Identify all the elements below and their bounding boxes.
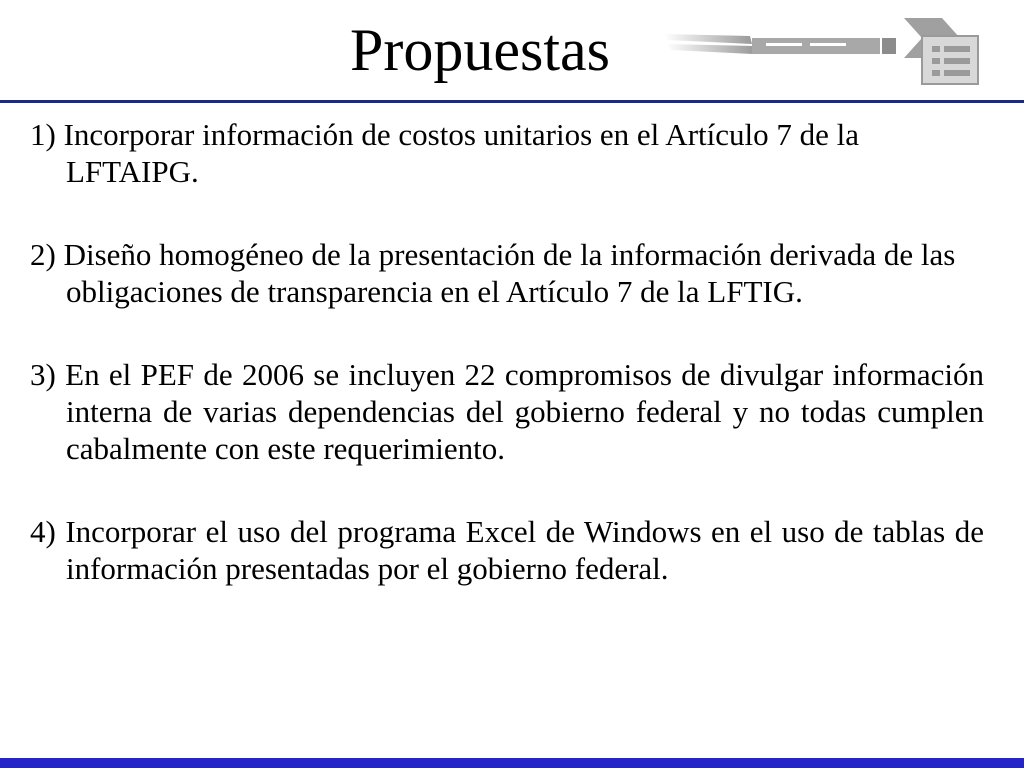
proposal-item-4: 4) Incorporar el uso del programa Excel de Windows en el uso de tablas de información presentadas por el gobierno federal. bbox=[30, 514, 984, 586]
proposal-list bbox=[30, 116, 984, 633]
slide-title: Propuestas bbox=[350, 17, 610, 83]
footer-bar bbox=[0, 758, 1024, 768]
proposal-item-3: 3) En el PEF de 2006 se incluyen 22 compromisos de divulgar información interna de varias dependencias del gobierno federal y no todas cumplen cabalmente con este requerimiento. bbox=[30, 357, 984, 466]
document-list-icon bbox=[660, 14, 990, 86]
proposal-item-1: 1) Incorporar información de costos unitarios en el Artículo 7 de la LFTAIPG. bbox=[30, 117, 859, 189]
title-divider bbox=[0, 100, 1024, 103]
proposal-item-2: 2) Diseño homogéneo de la presentación de la información derivada de las obligaciones de transparencia en el Artículo 7 de la LFTIG. bbox=[30, 237, 956, 309]
